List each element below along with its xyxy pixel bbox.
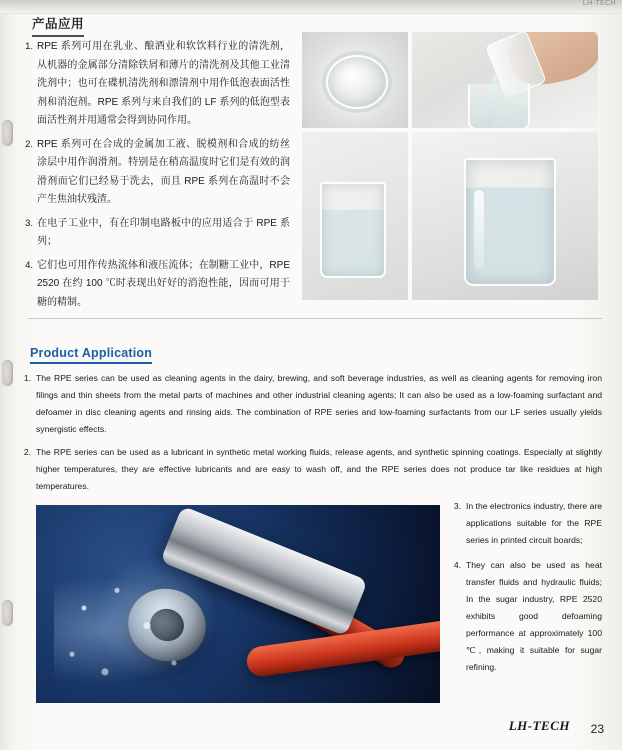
list-item-number: 4. [25, 259, 33, 271]
chinese-application-list [22, 38, 290, 317]
list-item-number: 1. [23, 373, 31, 383]
title-underline [30, 362, 152, 364]
chinese-section-title [32, 14, 84, 37]
list-item [22, 257, 290, 313]
pouring-liquid-photo [412, 32, 598, 128]
list-item-number: 4. [453, 560, 461, 570]
section-divider [28, 318, 602, 319]
binding-hole [2, 360, 13, 386]
list-item-text: RPE 系列可在合成的金属加工液、脱模剂和合成的纺丝涂层中用作润滑剂。特别是在稍高温度时它们是有效的润滑剂而它们已经易于洗去，而且 RPE 系列在高温时不会产生焦油状残渣。 [37, 138, 290, 205]
corner-tag: LH-TECH [582, 0, 616, 7]
list-item [22, 136, 290, 210]
list-item [22, 38, 290, 131]
list-item-text: 在电子工业中，有在印制电路板中的应用适合于 RPE 系列； [37, 217, 290, 247]
title-underline [32, 35, 84, 37]
english-application-list [22, 370, 602, 501]
list-item-number: 2. [23, 447, 31, 457]
english-section-title-text: Product Application [30, 346, 153, 360]
chinese-section-title-text: 产品应用 [32, 17, 85, 31]
list-item-number: 3. [25, 217, 33, 229]
binding-hole [2, 120, 13, 146]
binding-hole [2, 600, 13, 626]
english-application-list-continued [452, 498, 602, 684]
list-item [452, 557, 602, 676]
page-top-edge [0, 0, 622, 14]
list-item-number: 2. [25, 138, 33, 150]
english-section-title [30, 346, 152, 364]
list-item [22, 370, 602, 438]
page-number: 23 [590, 722, 604, 736]
water-droplets [54, 575, 204, 685]
list-item-number: 1. [25, 41, 33, 52]
drill-water-spray-photo [36, 505, 440, 703]
list-item [22, 444, 602, 495]
list-item-text: In the electronics industry, there are applications suitable for the RPE series in printed circuit boards; [466, 501, 602, 545]
beaker-shape [464, 158, 556, 286]
glass-shape [468, 84, 530, 128]
list-item-text: The RPE series can be used as cleaning agents in the dairy, brewing, and soft beverage industries, as well as cleaning agents for removing iron filings and thin sheets from the metal parts of machines and other industrial cleaning agents; It can also be used as a low-foaming surfactant and defoamer in disc cleaning agents and rinsing aids. The combination of RPE series and low-foaming surfactants from our LF series usually yields synergistic effects. [36, 373, 602, 434]
photo-collage [302, 32, 598, 300]
list-item [22, 215, 290, 252]
list-item-text: They can also be used as heat transfer fluids and hydraulic fluids; In the sugar industry, RPE 2520 exhibits good defoaming performance at approximately 100 ℃, making it suitable for sugar refining. [466, 560, 602, 672]
list-item-text: The RPE series can be used as a lubricant in synthetic metal working fluids, release agents, and synthetic spinning coatings. Especially at slightly higher temperatures, they are effective lubricants and are easy to wash off, and the RPE series does not produce tar like residues at high temperatures. [36, 447, 602, 491]
beaker-small-photo [302, 132, 408, 300]
brand-logo: LH-TECH [508, 718, 570, 733]
beaker-shape [320, 182, 386, 278]
list-item-number: 3. [453, 501, 461, 511]
list-item-text: 它们也可用作传热流体和液压流体；在制糖工业中，RPE 2520 在约 100 ℃时表现出好好的消泡性能，因而可用于糖的精制。 [37, 259, 290, 308]
petri-dish-photo [302, 32, 408, 128]
list-item [452, 498, 602, 549]
beaker-large-photo [412, 132, 598, 300]
list-item-text: RPE 系列可用在乳业、酿酒业和软饮料行业的清洗剂，从机器的金属部分清除铁屑和薄片的清洗剂及其他工业清洗剂中；也可在碟机清洗剂和漂清剂中用作低泡表面活性剂和消泡剂。RPE 系列与来自我们的 LF 系列的低泡型表面活性剂并用通常会得到协同作用。 [37, 41, 290, 126]
